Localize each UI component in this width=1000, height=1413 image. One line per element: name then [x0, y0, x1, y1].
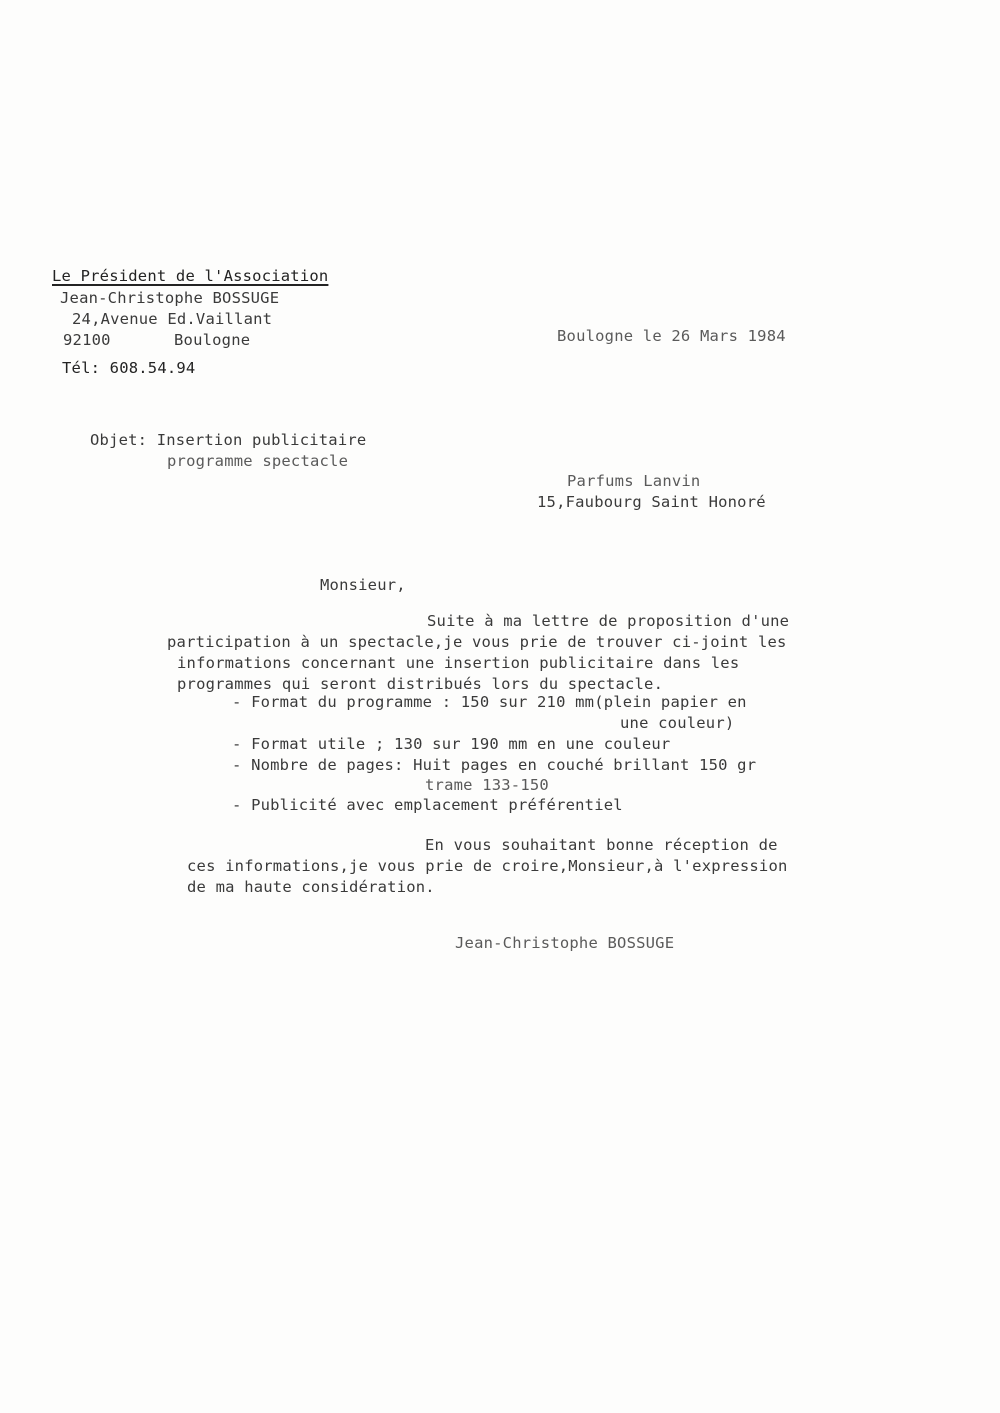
list-item: - Format du programme : 150 sur 210 mm(plein papier en [232, 693, 747, 711]
closing-line: de ma haute considération. [187, 878, 435, 896]
closing-line: ces informations,je vous prie de croire,Monsieur,à l'expression [187, 857, 788, 875]
recipient-name: Parfums Lanvin [567, 472, 701, 490]
signature: Jean-Christophe BOSSUGE [455, 934, 675, 952]
subject-line-2: programme spectacle [167, 452, 349, 470]
sender-title: Le Président de l'Association [52, 267, 329, 285]
recipient-address: 15,Faubourg Saint Honoré [537, 493, 766, 511]
list-item-continuation: une couleur) [620, 714, 735, 732]
body-line: informations concernant une insertion publicitaire dans les [177, 654, 740, 672]
sender-postcode: 92100 [63, 331, 111, 349]
list-item: - Publicité avec emplacement préférentiel [232, 796, 623, 814]
subject-line-1: Objet: Insertion publicitaire [90, 431, 367, 449]
sender-phone: Tél: 608.54.94 [62, 359, 196, 377]
sender-street: 24,Avenue Ed.Vaillant [72, 310, 273, 328]
list-item: - Format utile ; 130 sur 190 mm en une couleur [232, 735, 671, 753]
list-item-continuation: trame 133-150 [425, 776, 549, 794]
body-line: programmes qui seront distribués lors du spectacle. [177, 675, 664, 693]
closing-line: En vous souhaitant bonne réception de [425, 836, 778, 854]
salutation: Monsieur, [320, 576, 406, 594]
sender-city: Boulogne [174, 331, 251, 349]
body-line: Suite à ma lettre de proposition d'une [427, 612, 790, 630]
date-line: Boulogne le 26 Mars 1984 [557, 327, 786, 345]
sender-name: Jean-Christophe BOSSUGE [60, 289, 280, 307]
body-line: participation à un spectacle,je vous prie de trouver ci-joint les [167, 633, 787, 651]
list-item: - Nombre de pages: Huit pages en couché brillant 150 gr [232, 756, 757, 774]
